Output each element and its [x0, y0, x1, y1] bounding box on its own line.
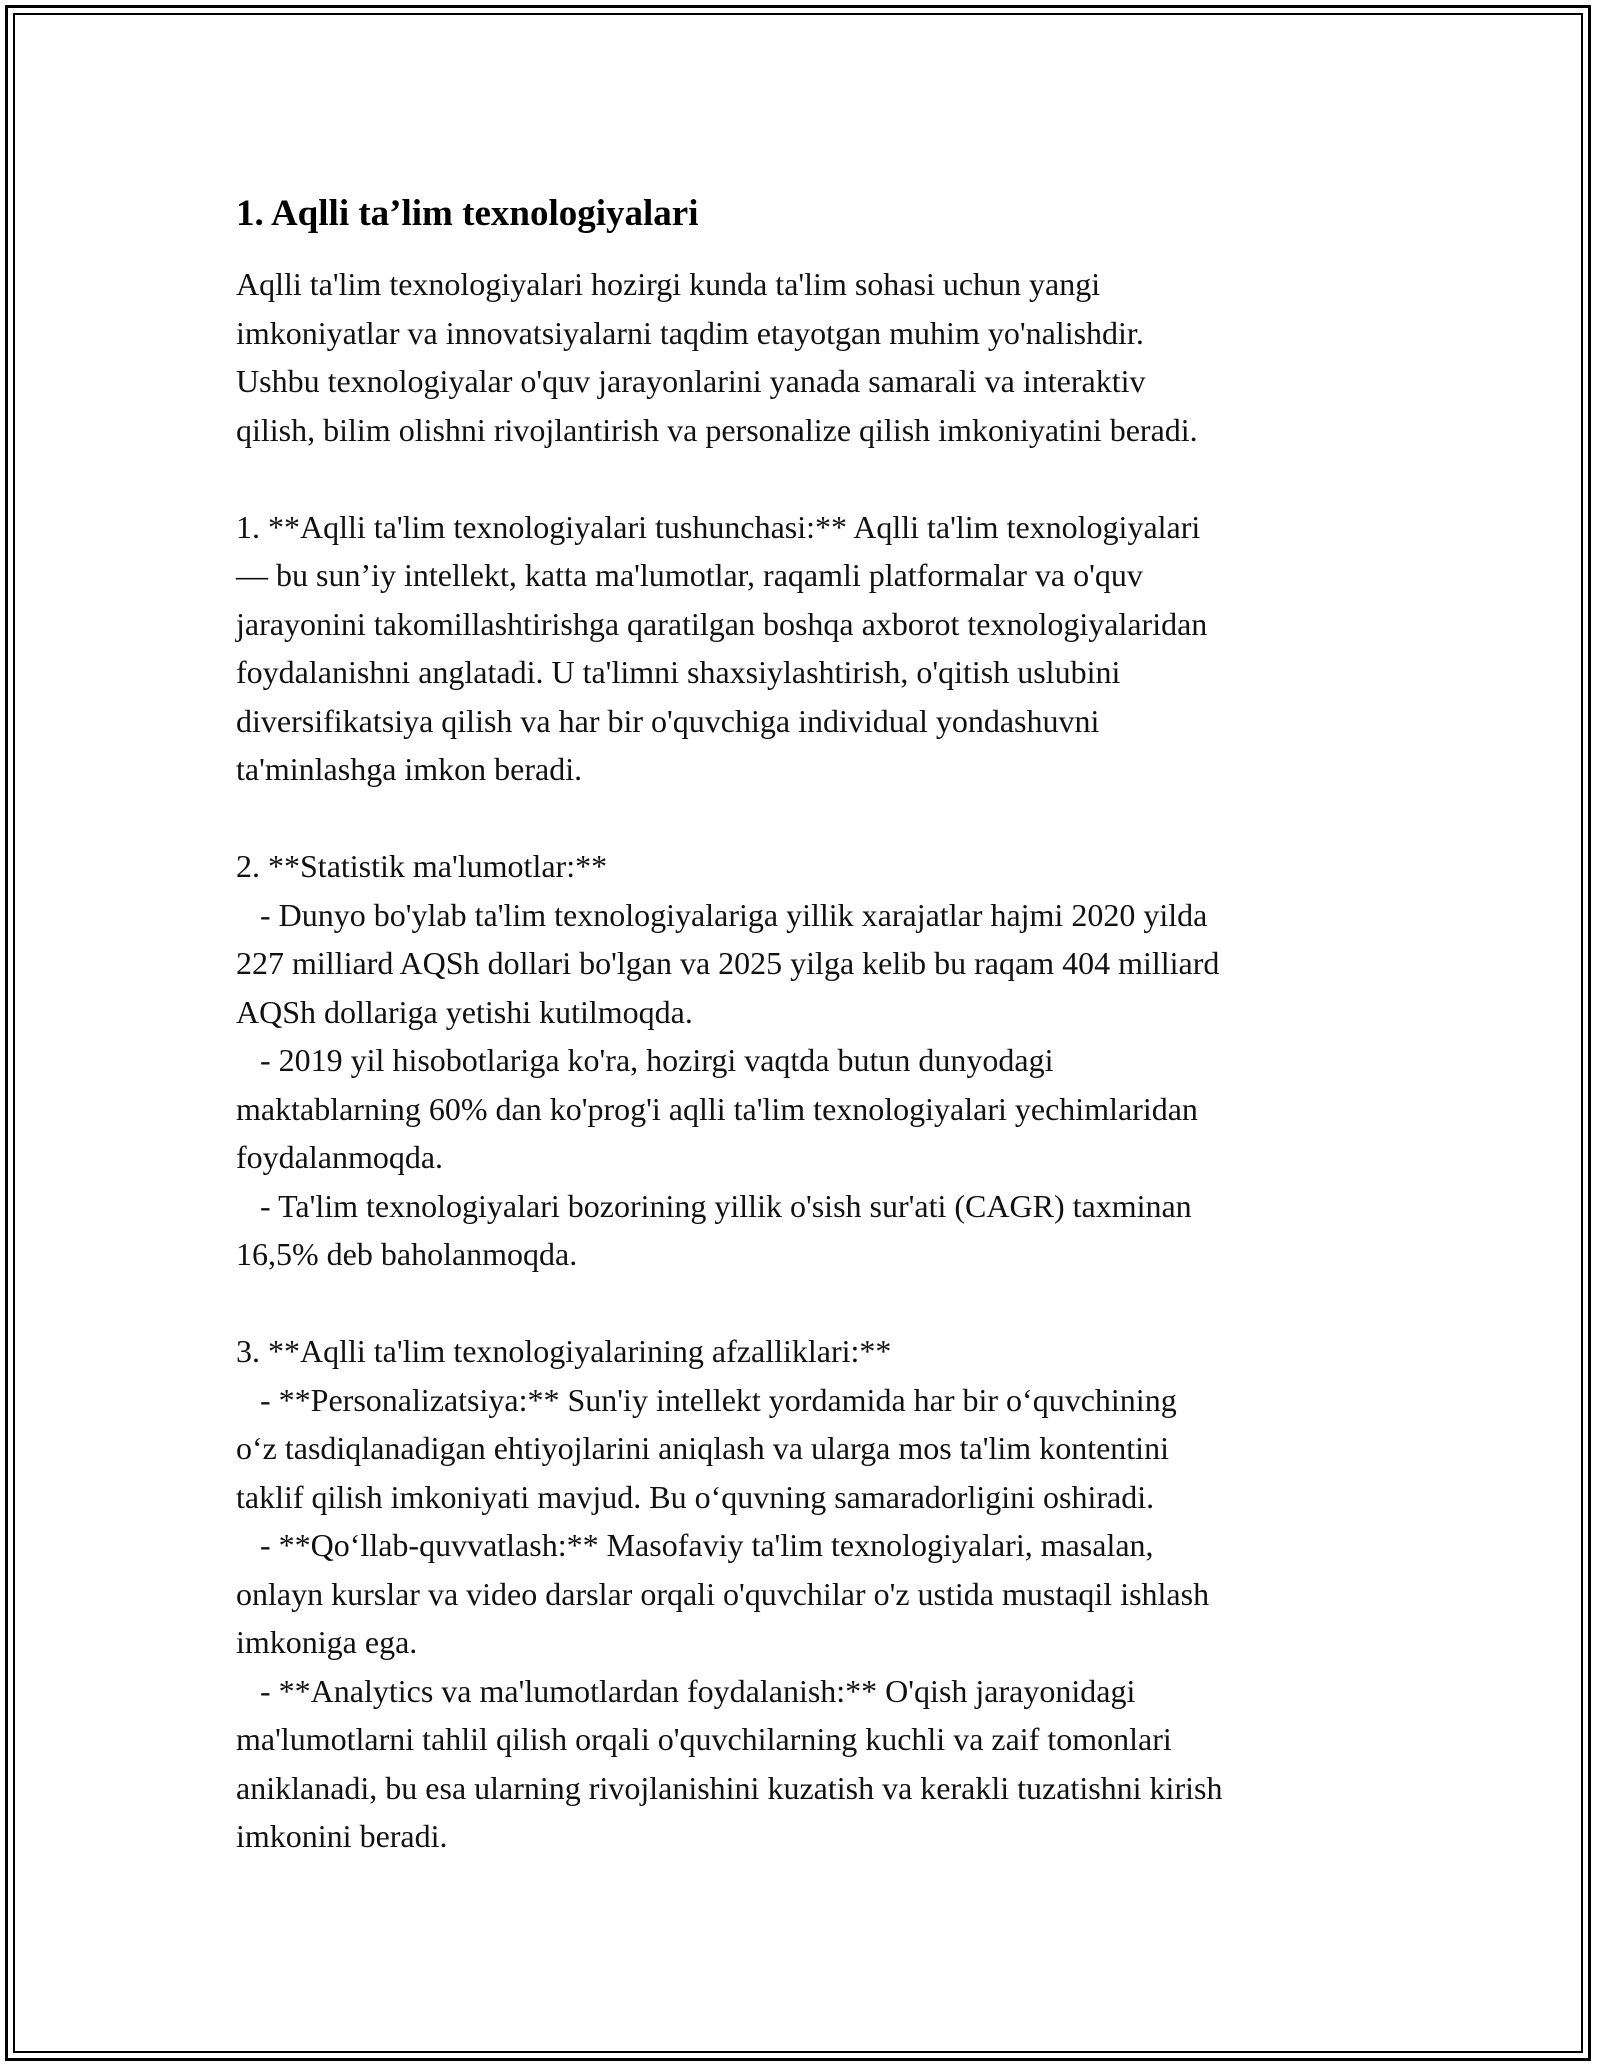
document-page	[236, 188, 1396, 1861]
intro-line: Aqlli ta'lim texnologiyalari hozirgi kunda ta'lim sohasi uchun yangi	[236, 266, 1101, 302]
section-1-line: jarayonini takomillashtirishga qaratilgan boshqa axborot texnologiyalaridan	[236, 605, 1208, 642]
section-2-line: 227 milliard AQSh dollari bo'lgan va 2025 yilga kelib bu raqam 404 milliard	[236, 945, 1220, 981]
intro-line: imkoniyatlar va innovatsiyalarni taqdim etayotgan muhim yo'nalishdir.	[236, 314, 1144, 351]
intro-line: qilish, bilim olishni rivojlantirish va personalize qilish imkoniyatini beradi.	[236, 411, 1198, 448]
document-title: 1. Aqlli ta’lim texnologiyalari	[236, 193, 699, 234]
section-2-line: - Dunyo bo'ylab ta'lim texnologiyalariga yillik xarajatlar hajmi 2020 yilda	[236, 896, 1208, 933]
section-3-line: - **Analytics va ma'lumotlardan foydalanish:** O'qish jarayonidagi	[236, 1672, 1136, 1709]
section-2-line: AQSh dollariga yetishi kutilmoqda.	[236, 993, 693, 1030]
section-3-line: - **Personalizatsiya:** Sun'iy intellekt yordamida har bir o‘quvchining	[236, 1381, 1177, 1418]
section-2-line: - Ta'lim texnologiyalari bozorining yillik o'sish sur'ati (CAGR) taxminan	[236, 1187, 1192, 1224]
section-3-line: imkoniga ega.	[236, 1624, 418, 1660]
paragraph-gap	[236, 454, 1396, 503]
section-1-line: diversifikatsiya qilish va har bir o'quvchiga individual yondashuvni	[236, 702, 1100, 739]
section-1-line: foydalanishni anglatadi. U ta'limni shaxsiylashtirish, o'qitish uslubini	[236, 654, 1121, 690]
section-3-advantages	[236, 1327, 1396, 1861]
intro-line: Ushbu texnologiyalar o'quv jarayonlarini yanada samarali va interaktiv	[236, 363, 1146, 399]
section-3-heading: 3. **Aqlli ta'lim texnologiyalarining afzalliklari:**	[236, 1333, 892, 1369]
section-2-line: - 2019 yil hisobotlariga ko'ra, hozirgi vaqtda butun dunyodagi	[236, 1042, 1054, 1078]
paragraph-gap	[236, 1279, 1396, 1328]
section-3-line: imkonini beradi.	[236, 1818, 448, 1854]
section-1-line: — bu sun’iy intellekt, katta ma'lumotlar, raqamli platformalar va o'quv	[236, 557, 1143, 593]
section-2-line: foydalanmoqda.	[236, 1139, 444, 1175]
section-3-line: taklif qilish imkoniyati mavjud. Bu o‘quvning samaradorligini oshiradi.	[236, 1478, 1155, 1515]
section-3-line: - **Qo‘llab-quvvatlash:** Masofaviy ta'lim texnologiyalari, masalan,	[236, 1527, 1154, 1563]
intro-paragraph	[236, 260, 1396, 454]
section-2-heading: 2. **Statistik ma'lumotlar:**	[236, 848, 608, 884]
section-3-line: ma'lumotlarni tahlil qilish orqali o'quvchilarning kuchli va zaif tomonlari	[236, 1721, 1172, 1757]
section-3-line: o‘z tasdiqlanadigan ehtiyojlarini aniqlash va ularga mos ta'lim kontentini	[236, 1430, 1169, 1466]
section-3-line: aniklanadi, bu esa ularning rivojlanishini kuzatish va kerakli tuzatishni kirish	[236, 1769, 1223, 1806]
section-1-concept	[236, 503, 1396, 794]
paragraph-gap	[236, 794, 1396, 843]
section-2-statistics	[236, 842, 1396, 1279]
section-3-line: onlayn kurslar va video darslar orqali o'quvchilar o'z ustida mustaqil ishlash	[236, 1575, 1210, 1612]
section-2-line: maktablarning 60% dan ko'prog'i aqlli ta'lim texnologiyalari yechimlaridan	[236, 1090, 1198, 1127]
section-2-line: 16,5% deb baholanmoqda.	[236, 1236, 578, 1272]
section-1-line: 1. **Aqlli ta'lim texnologiyalari tushunchasi:** Aqlli ta'lim texnologiyalari	[236, 508, 1201, 545]
section-1-line: ta'minlashga imkon beradi.	[236, 751, 583, 787]
